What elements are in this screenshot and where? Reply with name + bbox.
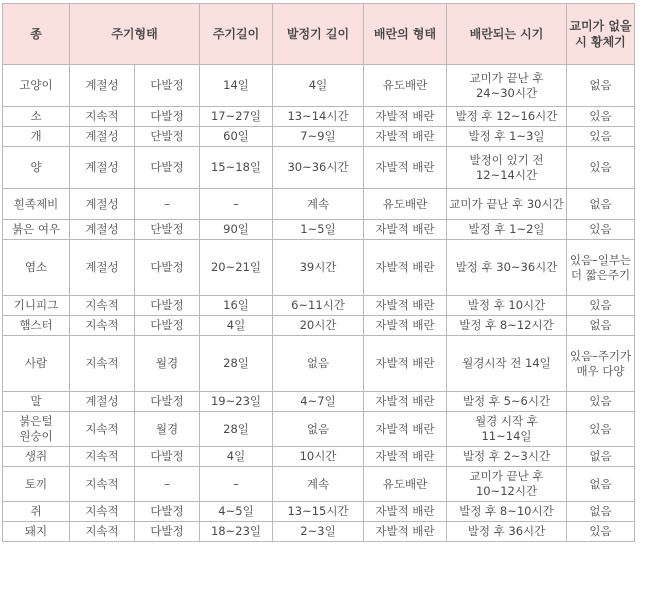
cell-luteal: 없음 xyxy=(567,189,635,220)
cell-estrus: – xyxy=(135,189,200,220)
cell-timing: 발정 후 1~2일 xyxy=(447,220,567,240)
cell-season: 계절성 xyxy=(70,220,135,240)
cell-ovulation: 자발적 배란 xyxy=(364,522,447,542)
cell-cycle: 18~23일 xyxy=(200,522,273,542)
cell-timing: 발정 후 5~6시간 xyxy=(447,392,567,412)
cell-timing: 발정 후 36시간 xyxy=(447,522,567,542)
cell-duration: 39시간 xyxy=(273,240,364,296)
table-row xyxy=(3,240,635,296)
table-row xyxy=(3,447,635,467)
table-row xyxy=(3,467,635,502)
cell-cycle: 60일 xyxy=(200,127,273,147)
cell-ovulation: 자발적 배란 xyxy=(364,316,447,336)
cell-season: 계절성 xyxy=(70,127,135,147)
cell-estrus: 다발정 xyxy=(135,147,200,189)
cell-species: 쥐 xyxy=(3,502,70,522)
cell-species: 염소 xyxy=(3,240,70,296)
cell-timing: 발정이 있기 전 12~14시간 xyxy=(447,147,567,189)
table-row xyxy=(3,522,635,542)
cell-ovulation: 자발적 배란 xyxy=(364,392,447,412)
cell-species: 붉은털 원숭이 xyxy=(3,412,70,447)
cell-duration: 10시간 xyxy=(273,447,364,467)
cell-species: 개 xyxy=(3,127,70,147)
cell-cycle: 16일 xyxy=(200,296,273,316)
cell-duration: 30~36시간 xyxy=(273,147,364,189)
cell-season: 계절성 xyxy=(70,392,135,412)
cell-timing: 교미가 끝난 후 30시간 xyxy=(447,189,567,220)
cell-duration: 13~14시간 xyxy=(273,107,364,127)
cell-cycle: 28일 xyxy=(200,412,273,447)
header-pseudopregnancy: 교미가 없을 시 황체기 xyxy=(567,4,635,65)
cell-species: 말 xyxy=(3,392,70,412)
cell-season: 지속적 xyxy=(70,107,135,127)
cell-timing: 발정 후 30~36시간 xyxy=(447,240,567,296)
cell-duration: 계속 xyxy=(273,189,364,220)
cell-estrus: 다발정 xyxy=(135,107,200,127)
cell-luteal: 있음 xyxy=(567,412,635,447)
cell-timing: 월경시작 전 14일 xyxy=(447,336,567,392)
cell-luteal: 없음 xyxy=(567,467,635,502)
cell-species: 사람 xyxy=(3,336,70,392)
cell-ovulation: 자발적 배란 xyxy=(364,107,447,127)
cell-duration: 7~9일 xyxy=(273,127,364,147)
cell-luteal: 있음 xyxy=(567,522,635,542)
cell-species: 흰족제비 xyxy=(3,189,70,220)
cell-species: 기니피그 xyxy=(3,296,70,316)
cell-estrus: 월경 xyxy=(135,336,200,392)
table-row xyxy=(3,107,635,127)
cell-cycle: 20~21일 xyxy=(200,240,273,296)
table-row xyxy=(3,392,635,412)
cell-ovulation: 자발적 배란 xyxy=(364,240,447,296)
cell-duration: 1~5일 xyxy=(273,220,364,240)
cell-season: 지속적 xyxy=(70,316,135,336)
cell-species: 돼지 xyxy=(3,522,70,542)
cell-estrus: 다발정 xyxy=(135,65,200,107)
cell-ovulation: 자발적 배란 xyxy=(364,412,447,447)
cell-timing: 발정 후 12~16시간 xyxy=(447,107,567,127)
cell-species: 토끼 xyxy=(3,467,70,502)
cell-estrus: 월경 xyxy=(135,412,200,447)
header-ovulation-time: 배란되는 시기 xyxy=(447,4,567,65)
cell-cycle: 19~23일 xyxy=(200,392,273,412)
cell-duration: 계속 xyxy=(273,467,364,502)
table-row xyxy=(3,502,635,522)
cell-species: 양 xyxy=(3,147,70,189)
cell-ovulation: 자발적 배란 xyxy=(364,447,447,467)
cell-timing: 발정 후 2~3시간 xyxy=(447,447,567,467)
cell-duration: 없음 xyxy=(273,412,364,447)
cell-ovulation: 자발적 배란 xyxy=(364,502,447,522)
cell-cycle: 4일 xyxy=(200,316,273,336)
header-species: 종 xyxy=(3,4,70,65)
header-estrus-length: 발정기 길이 xyxy=(273,4,364,65)
cell-season: 계절성 xyxy=(70,189,135,220)
cell-ovulation: 자발적 배란 xyxy=(364,336,447,392)
cell-ovulation: 자발적 배란 xyxy=(364,296,447,316)
cell-timing: 발정 후 10시간 xyxy=(447,296,567,316)
cell-ovulation: 자발적 배란 xyxy=(364,147,447,189)
cell-estrus: 다발정 xyxy=(135,502,200,522)
cell-luteal: 있음–일부는 더 짧은주기 xyxy=(567,240,635,296)
cell-ovulation: 유도배란 xyxy=(364,467,447,502)
header-cycle-type: 주기형태 xyxy=(70,4,200,65)
cell-season: 지속적 xyxy=(70,296,135,316)
cell-estrus: 다발정 xyxy=(135,240,200,296)
cell-luteal: 있음–주기가 매우 다양 xyxy=(567,336,635,392)
cell-ovulation: 자발적 배란 xyxy=(364,220,447,240)
header-row xyxy=(3,4,635,65)
cell-season: 지속적 xyxy=(70,447,135,467)
cell-luteal: 있음 xyxy=(567,107,635,127)
cell-cycle: 15~18일 xyxy=(200,147,273,189)
cell-cycle: 14일 xyxy=(200,65,273,107)
cell-species: 햄스터 xyxy=(3,316,70,336)
cell-cycle: 17~27일 xyxy=(200,107,273,127)
cell-duration: 20시간 xyxy=(273,316,364,336)
cell-season: 계절성 xyxy=(70,147,135,189)
table-row xyxy=(3,296,635,316)
cell-season: 지속적 xyxy=(70,522,135,542)
cell-timing: 월경 시작 후 11~14일 xyxy=(447,412,567,447)
cell-ovulation: 유도배란 xyxy=(364,189,447,220)
cell-luteal: 없음 xyxy=(567,65,635,107)
table-row xyxy=(3,189,635,220)
cell-duration: 6~11시간 xyxy=(273,296,364,316)
cell-duration: 13~15시간 xyxy=(273,502,364,522)
cell-timing: 발정 후 8~10시간 xyxy=(447,502,567,522)
cell-estrus: 다발정 xyxy=(135,316,200,336)
cell-season: 지속적 xyxy=(70,412,135,447)
cell-species: 생쥐 xyxy=(3,447,70,467)
cell-estrus: 다발정 xyxy=(135,447,200,467)
cell-luteal: 없음 xyxy=(567,502,635,522)
cell-luteal: 있음 xyxy=(567,296,635,316)
table-row xyxy=(3,147,635,189)
cell-luteal: 있음 xyxy=(567,147,635,189)
table-row xyxy=(3,220,635,240)
header-cycle-length: 주기길이 xyxy=(200,4,273,65)
header-ovulation-type: 배란의 형태 xyxy=(364,4,447,65)
cell-duration: 2~3일 xyxy=(273,522,364,542)
cell-ovulation: 유도배란 xyxy=(364,65,447,107)
cell-species: 소 xyxy=(3,107,70,127)
cell-cycle: – xyxy=(200,467,273,502)
cell-season: 지속적 xyxy=(70,502,135,522)
cell-luteal: 있음 xyxy=(567,392,635,412)
cell-cycle: – xyxy=(200,189,273,220)
cell-estrus: 단발정 xyxy=(135,220,200,240)
cell-season: 지속적 xyxy=(70,467,135,502)
cell-estrus: 단발정 xyxy=(135,127,200,147)
cell-luteal: 없음 xyxy=(567,447,635,467)
cell-season: 계절성 xyxy=(70,65,135,107)
cell-season: 계절성 xyxy=(70,240,135,296)
cell-luteal: 있음 xyxy=(567,220,635,240)
cell-estrus: 다발정 xyxy=(135,522,200,542)
table-row xyxy=(3,316,635,336)
cell-estrus: 다발정 xyxy=(135,296,200,316)
table-body xyxy=(3,65,635,542)
cell-species: 고양이 xyxy=(3,65,70,107)
cell-timing: 교미가 끝난 후 24~30시간 xyxy=(447,65,567,107)
cell-cycle: 90일 xyxy=(200,220,273,240)
cell-timing: 발정 후 1~3일 xyxy=(447,127,567,147)
cell-estrus: – xyxy=(135,467,200,502)
cell-season: 지속적 xyxy=(70,336,135,392)
cell-duration: 4~7일 xyxy=(273,392,364,412)
table-row xyxy=(3,336,635,392)
reproductive-cycle-table xyxy=(2,3,635,542)
table-row xyxy=(3,127,635,147)
cell-duration: 없음 xyxy=(273,336,364,392)
cell-timing: 발정 후 8~12시간 xyxy=(447,316,567,336)
cell-duration: 4일 xyxy=(273,65,364,107)
table-row xyxy=(3,412,635,447)
cell-luteal: 없음 xyxy=(567,316,635,336)
cell-timing: 교미가 끝난 후 10~12시간 xyxy=(447,467,567,502)
cell-estrus: 다발정 xyxy=(135,392,200,412)
cell-ovulation: 자발적 배란 xyxy=(364,127,447,147)
cell-cycle: 28일 xyxy=(200,336,273,392)
cell-luteal: 있음 xyxy=(567,127,635,147)
table-row xyxy=(3,65,635,107)
cell-species: 붉은 여우 xyxy=(3,220,70,240)
cell-cycle: 4~5일 xyxy=(200,502,273,522)
cell-cycle: 4일 xyxy=(200,447,273,467)
